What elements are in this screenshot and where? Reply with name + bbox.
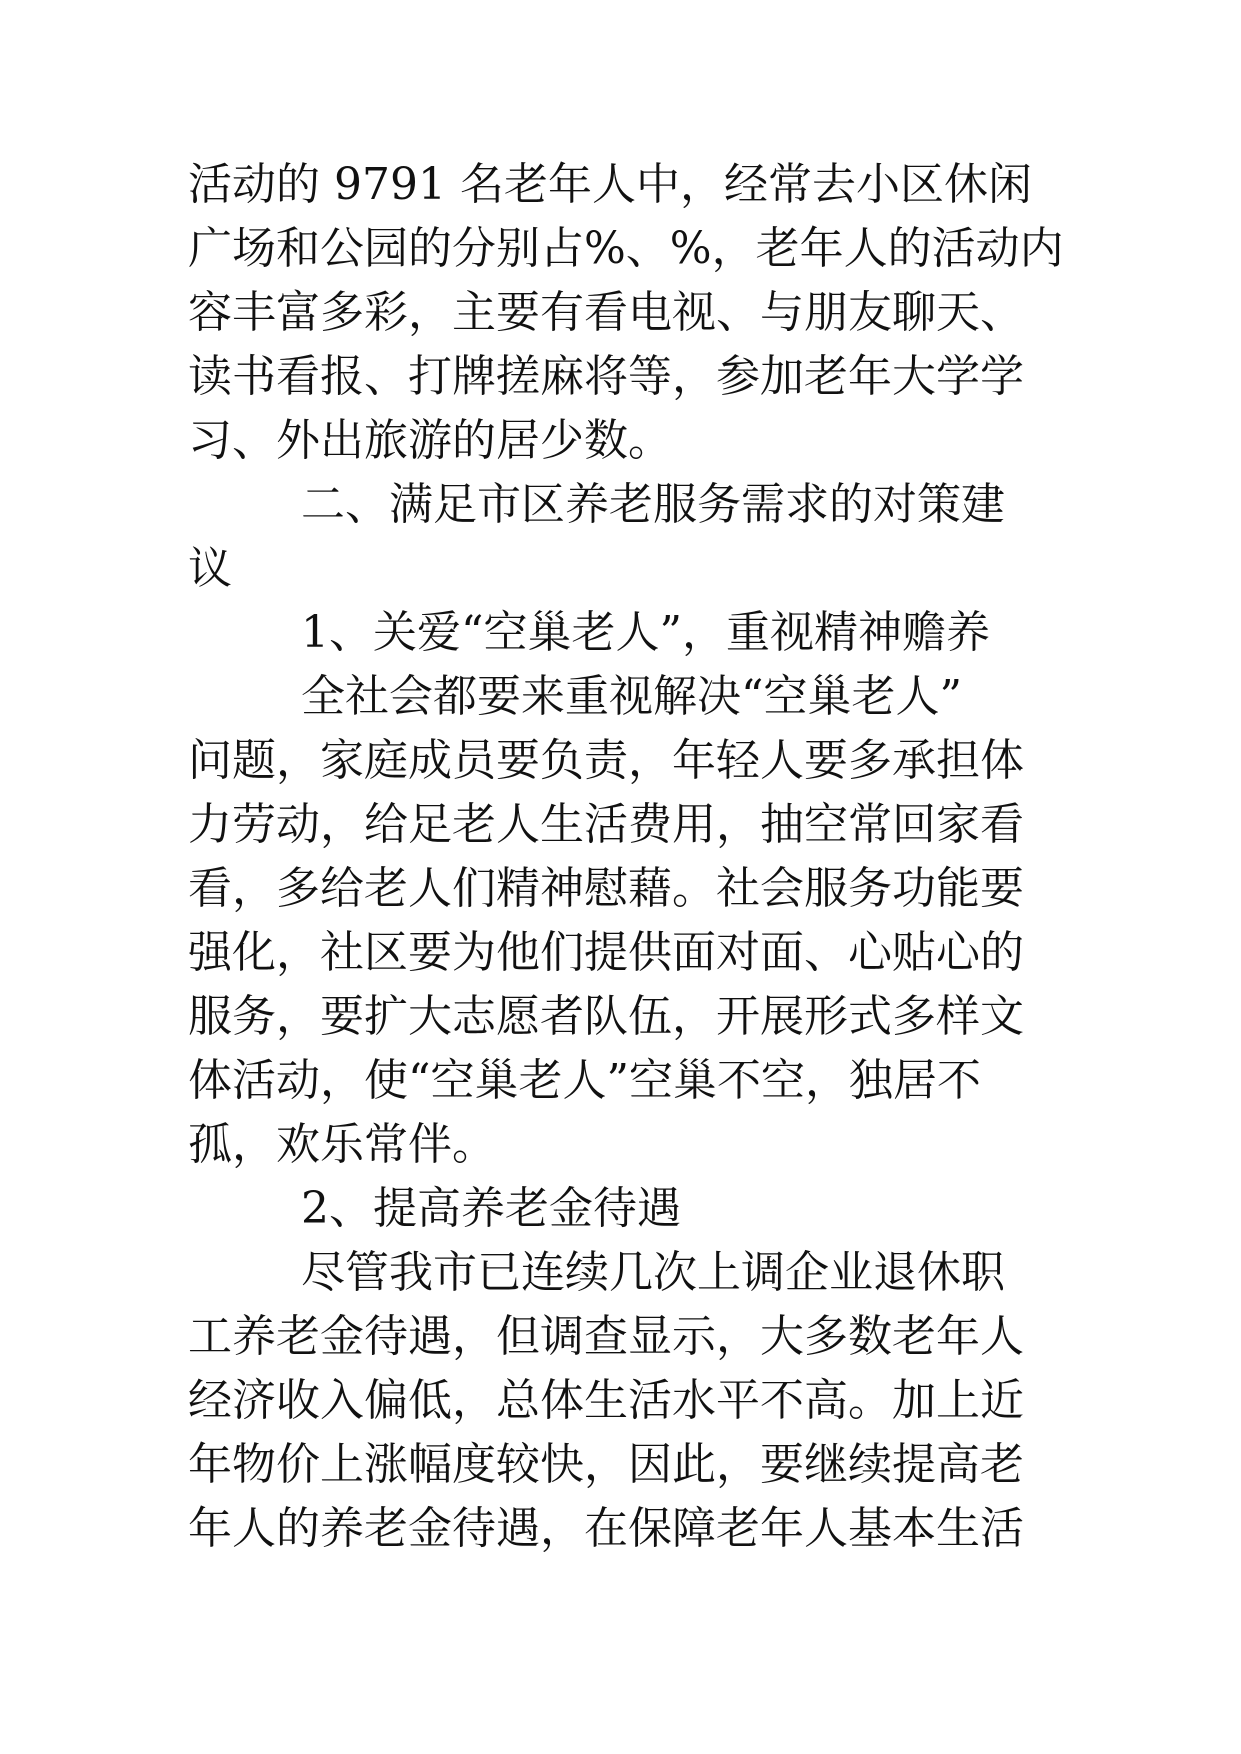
text-line: 经济收入偏低，总体生活水平不高。加上近 (188, 1375, 1024, 1426)
section-heading-continuation: 议 (188, 543, 232, 594)
subsection-heading: 2、提高养老金待遇 (301, 1183, 681, 1234)
text-line: 强化，社区要为他们提供面对面、心贴心的 (188, 927, 1024, 978)
section-heading: 二、满足市区养老服务需求的对策建 (301, 479, 1005, 530)
text-line: 孤，欢乐常伴。 (188, 1119, 496, 1170)
text-line: 工养老金待遇，但调查显示，大多数老年人 (188, 1311, 1024, 1362)
paragraph-first-line: 尽管我市已连续几次上调企业退休职 (301, 1247, 1005, 1298)
paragraph-first-line: 全社会都要来重视解决“空巢老人” (301, 671, 962, 722)
subsection-heading: 1、关爱“空巢老人”，重视精神赡养 (301, 607, 990, 658)
text-line: 广场和公园的分别占%、%，老年人的活动内 (188, 223, 1064, 274)
text-line: 容丰富多彩，主要有看电视、与朋友聊天、 (188, 287, 1024, 338)
text-line: 体活动，使“空巢老人”空巢不空，独居不 (188, 1055, 981, 1106)
text-line: 年物价上涨幅度较快，因此，要继续提高老 (188, 1439, 1024, 1490)
text-line: 服务，要扩大志愿者队伍，开展形式多样文 (188, 991, 1024, 1042)
text-line: 读书看报、打牌搓麻将等，参加老年大学学 (188, 351, 1024, 402)
text-line: 力劳动，给足老人生活费用，抽空常回家看 (188, 799, 1024, 850)
text-line: 看，多给老人们精神慰藉。社会服务功能要 (188, 863, 1024, 914)
text-line: 年人的养老金待遇，在保障老年人基本生活 (188, 1503, 1024, 1554)
text-line: 习、外出旅游的居少数。 (188, 415, 672, 466)
text-line: 问题，家庭成员要负责，年轻人要多承担体 (188, 735, 1024, 786)
text-line: 活动的 9791 名老年人中，经常去小区休闲 (188, 159, 1032, 210)
